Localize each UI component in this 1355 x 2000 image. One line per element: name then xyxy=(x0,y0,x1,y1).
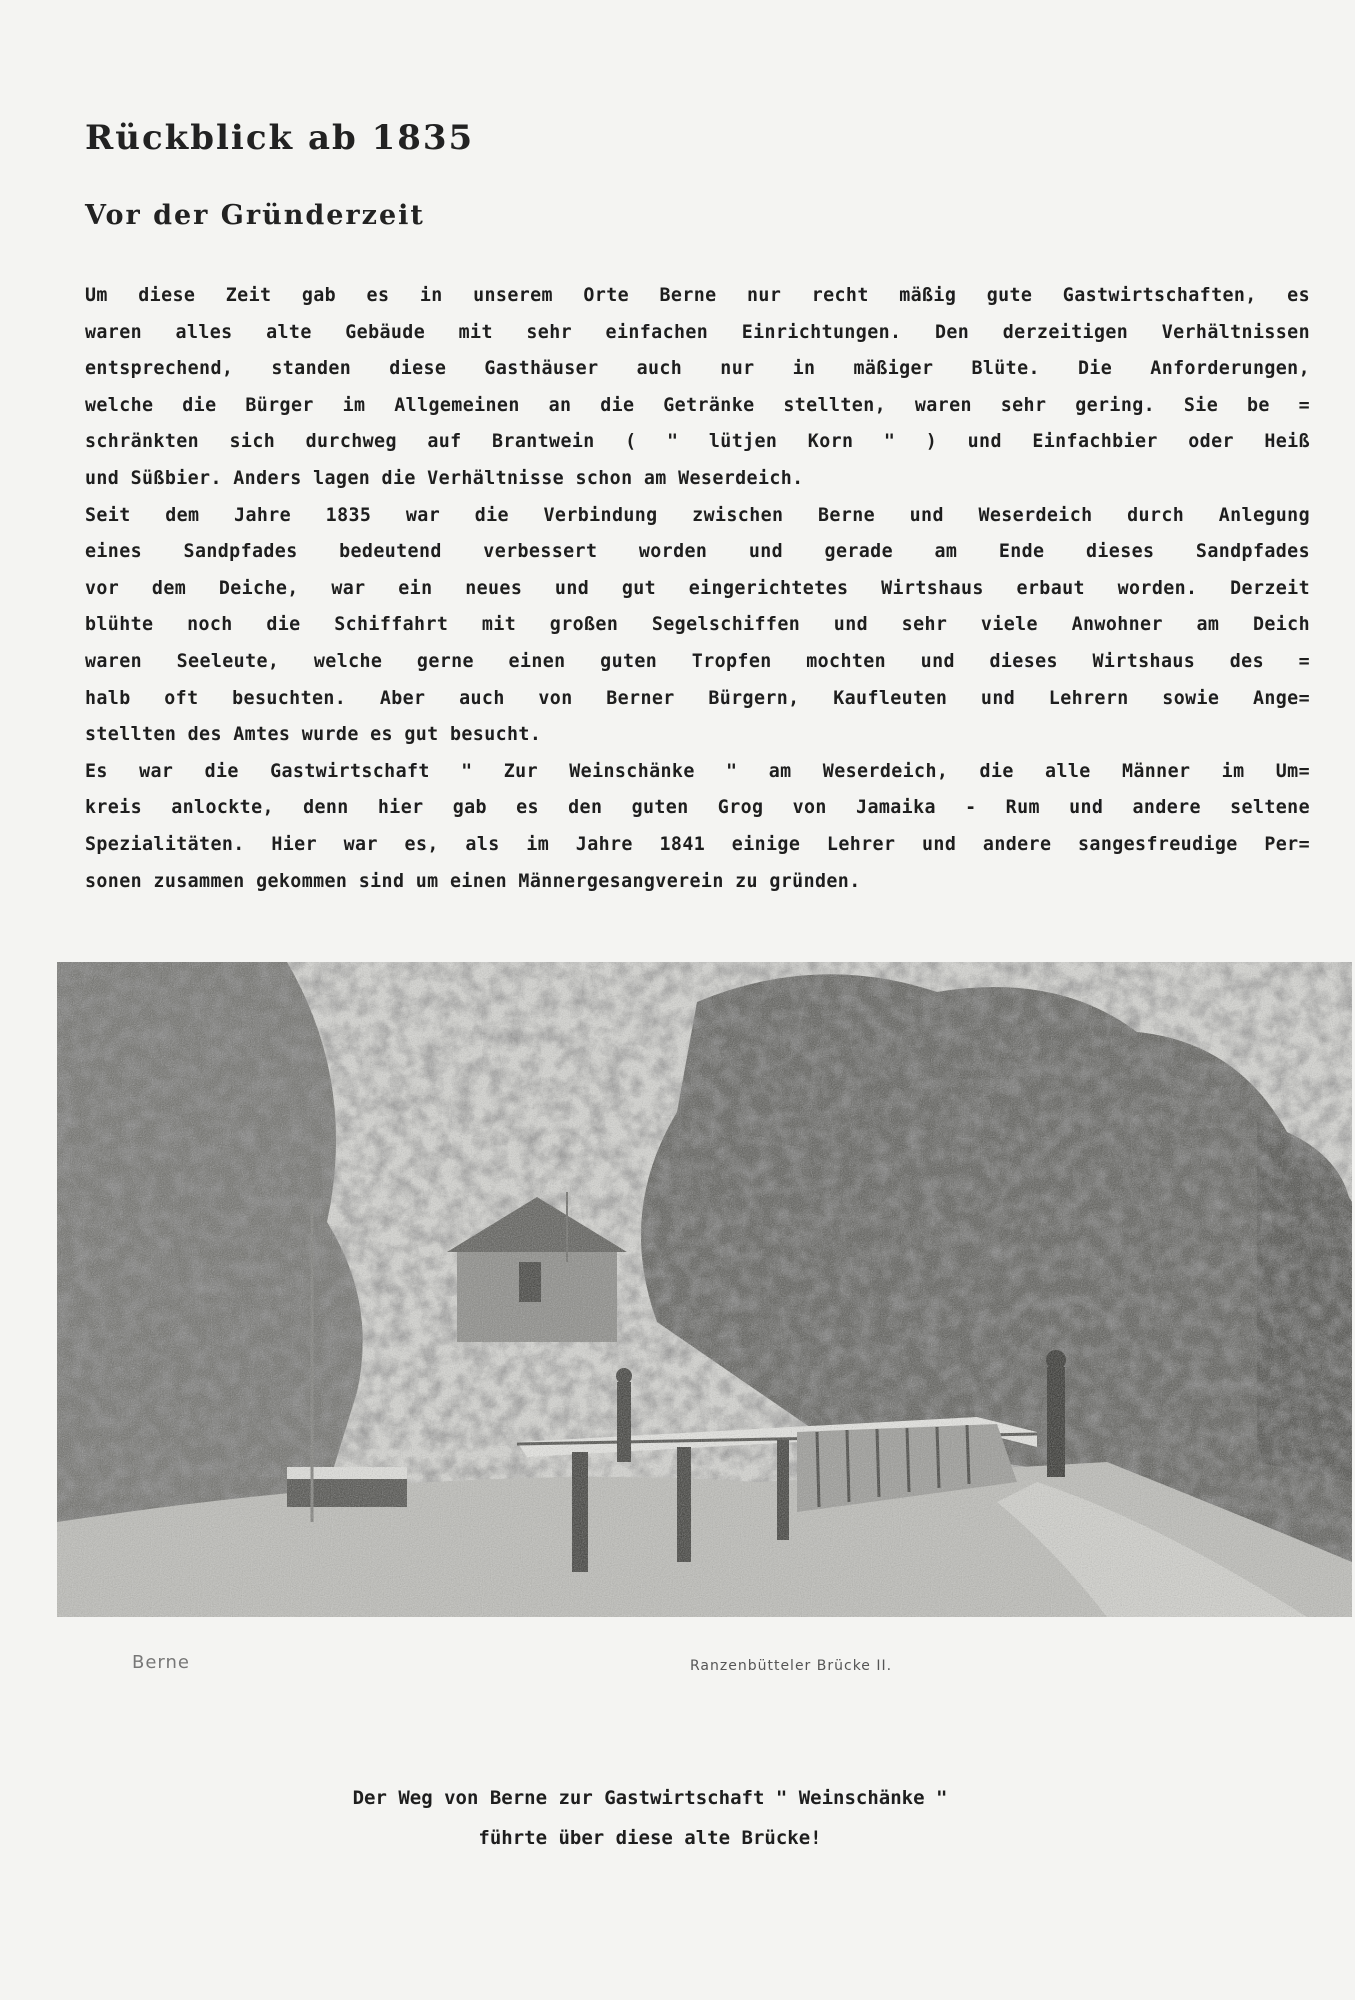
body-line: kreis anlockte, denn hier gab es den guten Grog von Jamaika - Rum und andere seltene xyxy=(85,797,1310,819)
photo-caption-left: Berne xyxy=(132,1652,190,1673)
body-line: Seit dem Jahre 1835 war die Verbindung zwischen Berne und Weserdeich durch Anlegung xyxy=(85,504,1310,526)
body-line: Es war die Gastwirtschaft " Zur Weinschänke " am Weserdeich, die alle Männer im Um= xyxy=(85,760,1310,782)
body-line: waren Seeleute, welche gerne einen guten Tropfen mochten und dieses Wirtshaus des = xyxy=(85,650,1310,672)
body-line: Um diese Zeit gab es in unserem Orte Berne nur recht mäßig gute Gastwirtschaften, es xyxy=(85,285,1310,306)
body-line: blühte noch die Schiffahrt mit großen Segelschiffen und sehr viele Anwohner am Deich xyxy=(85,614,1310,636)
body-line: eines Sandpfades bedeutend verbessert worden und gerade am Ende dieses Sandpfades xyxy=(85,541,1310,563)
body-line: welche die Bürger im Allgemeinen an die Getränke stellten, waren sehr gering. Sie be = xyxy=(85,394,1310,416)
body-line: vor dem Deiche, war ein neues und gut eingerichtetes Wirtshaus erbaut worden. Derzeit xyxy=(85,577,1310,599)
body-line: und Süßbier. Anders lagen die Verhältnisse schon am Weserdeich. xyxy=(85,467,804,489)
footer-line: führte über diese alte Brücke! xyxy=(478,1827,822,1849)
body-text xyxy=(85,278,1310,900)
body-line: sonen zusammen gekommen sind um einen Männergesangverein zu gründen. xyxy=(85,870,861,892)
photo-caption-right: Ranzenbütteler Brücke II. xyxy=(690,1658,893,1674)
body-line: Spezialitäten. Hier war es, als im Jahre 1841 einige Lehrer und andere sangesfreudige Per= xyxy=(85,833,1310,855)
footer-caption xyxy=(200,1778,1100,1858)
body-line: schränkten sich durchweg auf Brantwein ( " lütjen Korn " ) und Einfachbier oder Heiß xyxy=(85,431,1310,453)
footer-line: Der Weg von Berne zur Gastwirtschaft " Weinschänke " xyxy=(352,1787,948,1809)
body-line: halb oft besuchten. Aber auch von Berner Bürgern, Kaufleuten und Lehrern sowie Ange= xyxy=(85,687,1310,709)
page-subtitle: Vor der Gründerzeit xyxy=(85,200,425,231)
body-line: entsprechend, standen diese Gasthäuser auch nur in mäßiger Blüte. Die Anforderungen, xyxy=(85,358,1310,380)
body-line: waren alles alte Gebäude mit sehr einfachen Einrichtungen. Den derzeitigen Verhältnissen xyxy=(85,321,1310,343)
historic-bridge-photo xyxy=(57,962,1352,1617)
page-title: Rückblick ab 1835 xyxy=(85,118,475,158)
body-line: stellten des Amtes wurde es gut besucht. xyxy=(85,724,542,746)
